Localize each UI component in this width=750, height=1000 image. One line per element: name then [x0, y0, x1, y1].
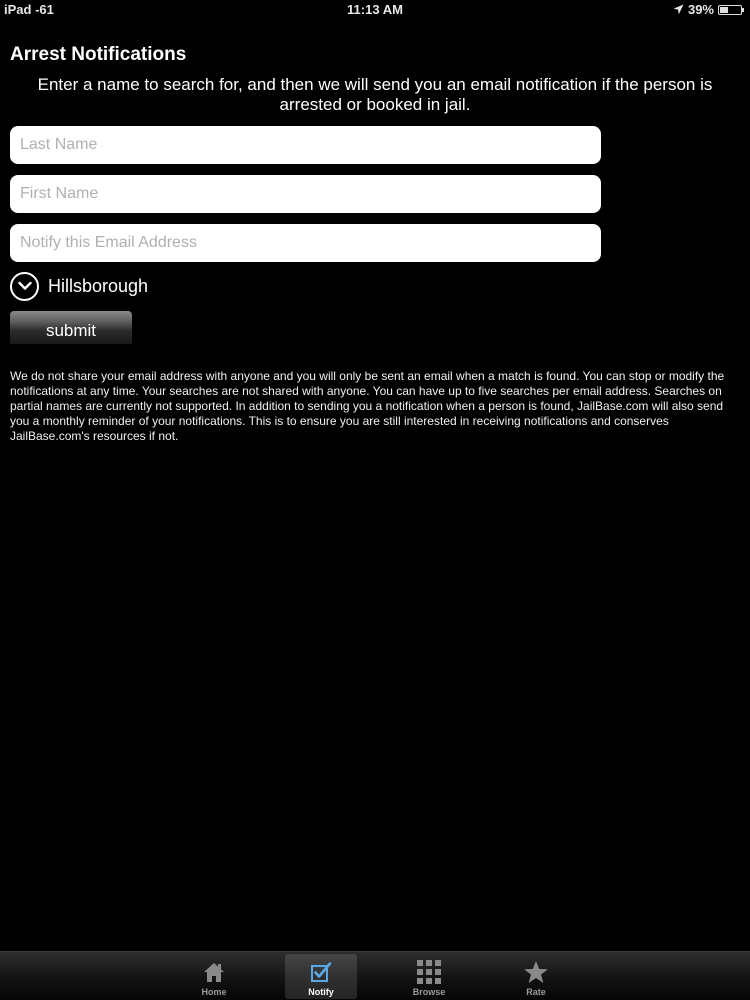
page-title: Arrest Notifications: [10, 44, 187, 65]
tab-notify[interactable]: [285, 954, 357, 999]
tab-browse-label: Browse: [412, 987, 446, 997]
battery-percent: 39%: [687, 2, 714, 17]
tab-rate-label: Rate: [526, 987, 546, 997]
tab-browse[interactable]: [393, 954, 465, 999]
carrier-label: iPad -61: [4, 2, 54, 17]
county-selector[interactable]: [10, 271, 148, 301]
home-icon: [202, 959, 226, 985]
tab-notify-label: Notify: [308, 987, 334, 997]
tab-bar: [0, 951, 750, 1000]
tab-rate[interactable]: [500, 954, 572, 999]
checkbox-icon: [309, 959, 333, 985]
location-arrow-icon: [673, 4, 684, 15]
submit-button[interactable]: submit: [10, 311, 132, 344]
county-label: Hillsborough: [48, 275, 149, 296]
grid-icon: [416, 959, 442, 985]
status-bar: [0, 0, 750, 20]
first-name-input[interactable]: [10, 175, 601, 213]
tab-home[interactable]: [178, 954, 250, 999]
chevron-down-circle-icon[interactable]: [10, 272, 39, 301]
tab-home-label: Home: [201, 987, 227, 997]
battery-icon: [718, 5, 742, 15]
disclaimer-text: We do not share your email address with anyone and you will only be sent an email when a match is found. You can stop or modify the notifications at any time. Your searches are not shared with anyone. You can have up to five searches per email address. Searches on partial names are currently not supported. In addition to sending you a notification when a person is found, JailBase.com will also send you a monthly reminder of your notifications. This is to ensure you are still interested in receiving notifications and conserves JailBase.com's resources if not.: [10, 369, 725, 443]
email-input[interactable]: [10, 224, 601, 262]
star-icon: [523, 959, 549, 985]
last-name-input[interactable]: [10, 126, 601, 164]
status-right: [673, 2, 742, 17]
intro-text: Enter a name to search for, and then we will send you an email notification if the person is arrested or booked in jail.: [37, 75, 713, 114]
status-time: 11:13 AM: [347, 2, 403, 17]
